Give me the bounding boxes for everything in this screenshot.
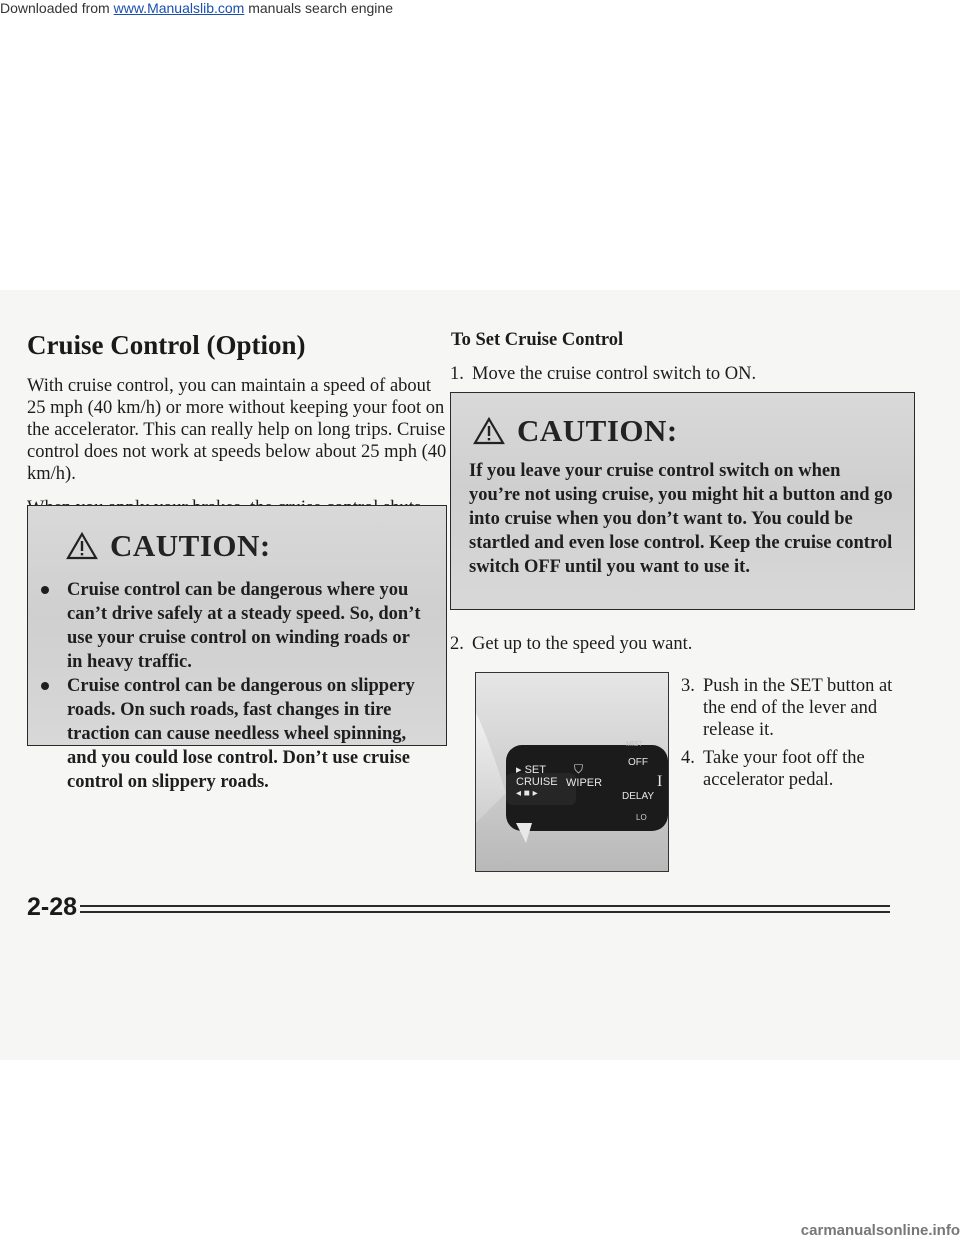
footer-rule <box>80 911 890 913</box>
delay-indicator: I <box>657 773 663 790</box>
manualslib-link[interactable]: www.Manualslib.com <box>113 0 245 16</box>
step-4 <box>681 747 901 791</box>
caution-title-text: CAUTION: <box>110 528 271 563</box>
lever-illustration <box>476 673 669 872</box>
step-3 <box>681 675 901 741</box>
caution-bullet: Cruise control can be dangerous on slippery roads. On such roads, fast changes in tire traction can cause needless wheel spinning, and you could lose control. Don’t use cruise control on slippery roads. <box>28 674 424 794</box>
step-number: 1. <box>450 364 464 384</box>
cruise-label: CRUISE <box>516 776 558 788</box>
step-text: Get up to the speed you want. <box>472 634 693 654</box>
step-text: Move the cruise control switch to ON. <box>472 364 757 384</box>
caution-bullet: Cruise control can be dangerous where you can’t drive safely at a steady speed. So, don’t use your cruise control on winding roads or in heavy traffic. <box>28 578 424 674</box>
step-1 <box>450 363 915 385</box>
set-label: ▸ SET <box>516 764 546 776</box>
cruise-lever-photo <box>475 672 669 872</box>
off-label: OFF <box>628 757 648 768</box>
download-banner <box>0 0 393 16</box>
right-column <box>450 330 915 385</box>
step-2 <box>450 633 910 655</box>
caution-box-right <box>450 392 915 610</box>
banner-suffix: manuals search engine <box>244 0 393 16</box>
caution-bullet-list <box>28 578 424 794</box>
warning-triangle-icon <box>66 532 98 560</box>
page-number: 2-28 <box>27 893 78 921</box>
caution-title <box>28 528 424 564</box>
step-text: Take your foot off the accelerator pedal. <box>703 748 865 790</box>
caution-box-left <box>27 505 447 792</box>
step-text: Push in the SET button at the end of the lever and release it. <box>703 676 893 740</box>
wiper-label: WIPER <box>566 777 603 789</box>
mist-label: MIST <box>626 741 643 748</box>
set-label-text: SET <box>524 764 546 776</box>
caution-body: If you leave your cruise control switch on when you’re not using cruise, you might hit a button and go into cruise when you don’t want to. You could be startled and even lose control. Keep the cruise control switch OFF until you want to use it. <box>469 461 893 577</box>
caution-title <box>469 413 896 449</box>
step-number: 3. <box>681 676 695 696</box>
caution-title-text: CAUTION: <box>517 413 678 448</box>
warning-triangle-icon <box>473 417 505 445</box>
footer-rule <box>80 905 890 907</box>
step-number: 2. <box>450 634 464 654</box>
washer-icon: ⛉ <box>574 762 584 776</box>
intro-paragraph: With cruise control, you can maintain a speed of about 25 mph (40 km/h) or more without keeping your foot on the accelerator. This can really help on long trips. Cruise control does not work at speeds below about 25 mph (40 km/h). <box>27 376 447 484</box>
section-heading: Cruise Control (Option) <box>27 330 306 360</box>
watermark: carmanualsonline.info <box>800 1222 960 1239</box>
step-number: 4. <box>681 748 695 768</box>
delay-label: DELAY <box>622 791 655 802</box>
cruise-switch-arrows: ◂ ■ ▸ <box>516 788 538 799</box>
steps-3-4 <box>681 675 901 791</box>
subsection-heading: To Set Cruise Control <box>451 330 624 350</box>
lo-label: LO <box>636 813 647 822</box>
banner-prefix: Downloaded from <box>0 0 114 16</box>
